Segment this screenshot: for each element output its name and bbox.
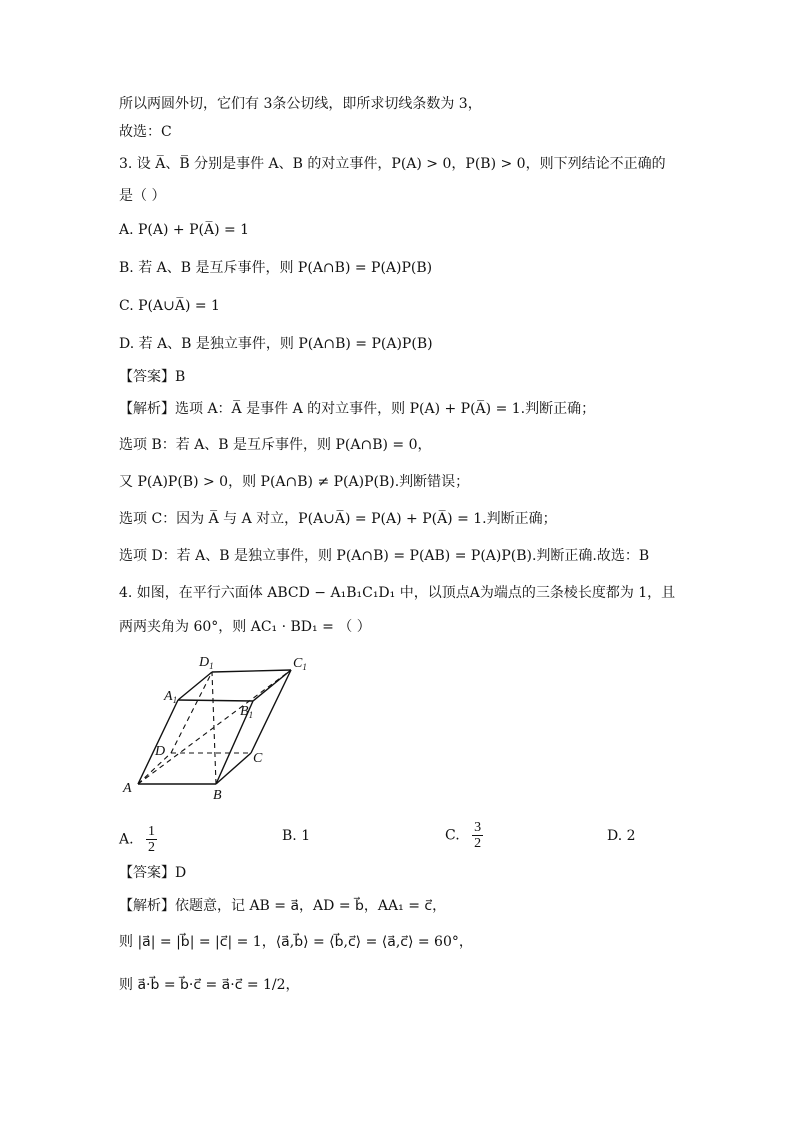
question-4-stem-cont: 两两夹角为 60°，则 AC₁ · BD₁ = （ ） <box>119 619 371 635</box>
option-a-fraction <box>146 824 157 855</box>
parallelepiped-figure <box>115 650 315 810</box>
edge-AA1 <box>138 700 178 784</box>
q4-option-d: D. 2 <box>607 828 636 844</box>
dashed-edges <box>138 670 291 784</box>
option-c-numerator: 3 <box>474 820 482 835</box>
q4-option-c <box>445 820 483 851</box>
q3-analysis-a: 【解析】选项 A：A̅ 是事件 A 的对立事件，则 P(A) + P(A̅) = 1.判断正确； <box>119 401 596 417</box>
edge-BC <box>216 753 251 784</box>
edge-A1D1 <box>178 672 212 700</box>
edge-D1C1 <box>212 670 291 672</box>
q3-option-d: D. 若 A、B 是独立事件，则 P(A∩B) = P(A)P(B) <box>119 336 433 352</box>
q3-option-b: B. 若 A、B 是互斥事件，则 P(A∩B) = P(A)P(B) <box>119 260 433 276</box>
question-3-stem: 3. 设 A̅、B̅ 分别是事件 A、B 的对立事件，P(A) > 0，P(B) > 0，则下列结论不正确的 <box>119 156 666 172</box>
line-2: 故选：C <box>119 124 172 140</box>
label-B: B <box>213 788 222 803</box>
q3-analysis-b-cont: 又 P(A)P(B) > 0，则 P(A∩B) ≠ P(A)P(B).判断错误； <box>119 474 470 490</box>
label-B1: $B_1$ <box>240 704 254 720</box>
question-4-stem: 4. 如图，在平行六面体 ABCD − A₁B₁C₁D₁ 中，以顶点A为端点的三条棱长度都为 1，且 <box>119 585 676 601</box>
q4-analysis-1: 【解析】依题意，记 AB = a⃗，AD = b⃗，AA₁ = c⃗， <box>119 898 447 914</box>
q3-analysis-c: 选项 C：因为 A̅ 与 A 对立，P(A∪A̅) = P(A) + P(A̅) = 1.判断正确； <box>119 511 557 527</box>
label-C1: $C_1$ <box>293 656 307 672</box>
q4-analysis-3: 则 a⃗·b⃗ = b⃗·c⃗ = a⃗·c⃗ = 1/2， <box>119 977 300 993</box>
q4-answer: 【答案】D <box>119 865 187 881</box>
q3-analysis-d: 选项 D：若 A、B 是独立事件，则 P(A∩B) = P(AB) = P(A)P(B).判断正确.故选：B <box>119 548 650 564</box>
edge-A1B1 <box>178 700 253 701</box>
q3-option-c: C. P(A∪A̅) = 1 <box>119 298 220 314</box>
label-D1: $D_1$ <box>199 655 214 671</box>
q3-analysis-b: 选项 B：若 A、B 是互斥事件，则 P(A∩B) = 0， <box>119 437 432 453</box>
q4-analysis-2: 则 |a⃗| = |b⃗| = |c⃗| = 1，⟨a⃗,b⃗⟩ = ⟨b⃗,c⃗⟩ = ⟨a⃗,c⃗⟩ = 60°， <box>119 934 473 950</box>
edge-CC1 <box>251 670 291 753</box>
label-A: A <box>123 781 132 796</box>
option-c-label: C. <box>445 827 460 844</box>
option-c-fraction <box>472 820 483 851</box>
option-a-numerator: 1 <box>148 824 156 839</box>
question-3-stem-cont: 是（ ） <box>119 188 166 204</box>
q3-answer: 【答案】B <box>119 369 186 385</box>
option-a-label: A. <box>119 831 134 848</box>
label-A1: $A_1$ <box>164 689 178 705</box>
option-c-denominator: 2 <box>474 836 482 851</box>
q4-option-a <box>119 824 157 855</box>
label-C: C <box>253 751 263 766</box>
q3-option-a: A. P(A) + P(A̅) = 1 <box>119 222 250 238</box>
line-1: 所以两圆外切，它们有 3条公切线，即所求切线条数为 3， <box>119 96 482 112</box>
option-a-denominator: 2 <box>148 840 156 855</box>
q4-options <box>119 822 719 858</box>
label-D: D <box>155 744 166 759</box>
q4-option-b: B. 1 <box>282 828 311 844</box>
edge-DD1 <box>171 672 212 753</box>
